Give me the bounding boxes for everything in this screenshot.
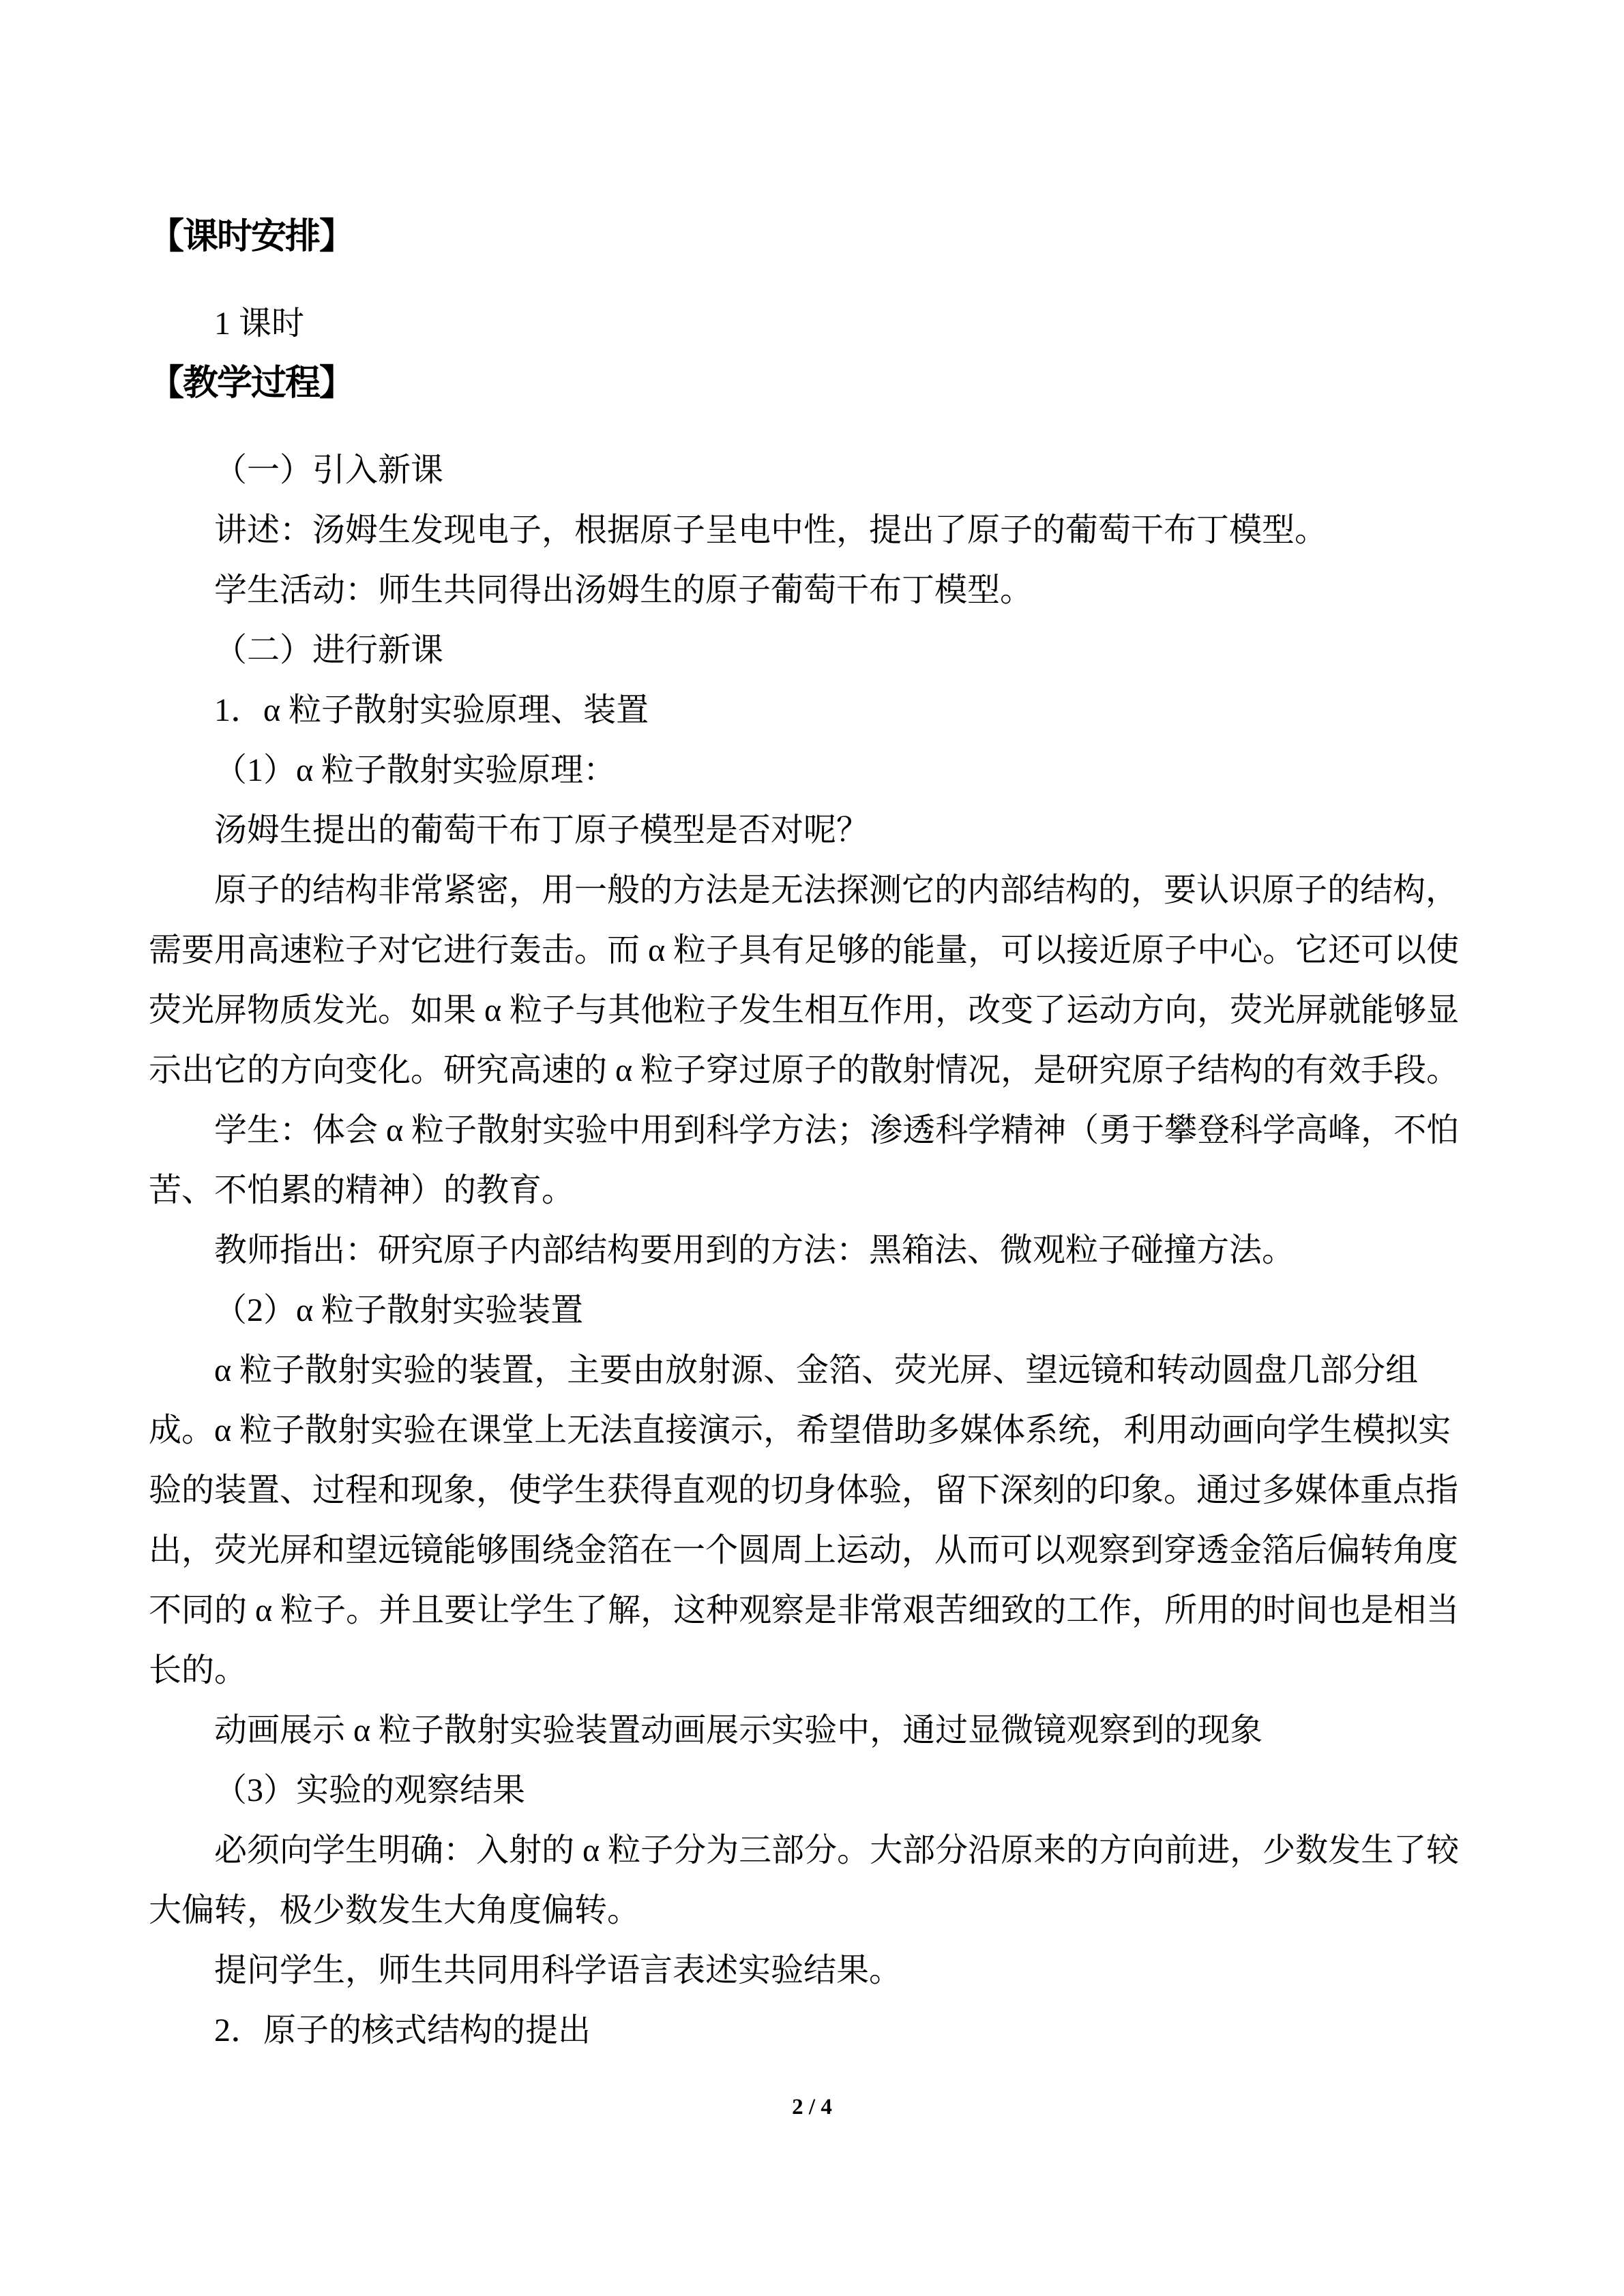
text-line: （3）实验的观察结果 xyxy=(214,1772,526,1808)
text-line: 示出它的方向变化。研究高速的 α 粒子穿过原子的散射情况，是研究原子结构的有效手段。 xyxy=(149,1052,1460,1088)
page-number: 2 / 4 xyxy=(792,2095,832,2119)
text-line: 提问学生，师生共同用科学语言表述实验结果。 xyxy=(214,1952,902,1988)
text-line: 荧光屏物质发光。如果 α 粒子与其他粒子发生相互作用，改变了运动方向，荧光屏就能够显 xyxy=(149,992,1460,1028)
text-line: 不同的 α 粒子。并且要让学生了解，这种观察是非常艰苦细致的工作，所用的时间也是相当 xyxy=(149,1592,1460,1628)
text-line: 汤姆生提出的葡萄干布丁原子模型是否对呢？ xyxy=(214,812,870,848)
text-line: 学生活动：师生共同得出汤姆生的原子葡萄干布丁模型。 xyxy=(214,572,1033,608)
text-line: 验的装置、过程和现象，使学生获得直观的切身体验，留下深刻的印象。通过多媒体重点指 xyxy=(149,1472,1459,1508)
text-line: 需要用高速粒子对它进行轰击。而 α 粒子具有足够的能量，可以接近原子中心。它还可以使 xyxy=(149,932,1460,968)
text-line: 出，荧光屏和望远镜能够围绕金箔在一个圆周上运动，从而可以观察到穿透金箔后偏转角度 xyxy=(149,1532,1459,1568)
text-line: 2．原子的核式结构的提出 xyxy=(214,2012,591,2048)
section-heading: 【教学过程】 xyxy=(149,364,354,403)
text-line: 1 课时 xyxy=(214,305,305,342)
text-line: 大偏转，极少数发生大角度偏转。 xyxy=(149,1892,640,1928)
document-body xyxy=(149,207,1460,2061)
text-line: （2）α 粒子散射实验装置 xyxy=(214,1292,584,1328)
text-line: 长的。 xyxy=(149,1652,248,1688)
text-line: （1）α 粒子散射实验原理： xyxy=(214,752,617,788)
text-line: 苦、不怕累的精神）的教育。 xyxy=(149,1172,575,1208)
text-line: 教师指出：研究原子内部结构要用到的方法：黑箱法、微观粒子碰撞方法。 xyxy=(214,1232,1295,1268)
text-line: α 粒子散射实验的装置，主要由放射源、金箔、荧光屏、望远镜和转动圆盘几部分组 xyxy=(214,1352,1419,1388)
text-line: （一）引入新课 xyxy=(214,452,444,488)
text-line: 必须向学生明确：入射的 α 粒子分为三部分。大部分沿原来的方向前进，少数发生了较 xyxy=(214,1832,1460,1868)
text-line: 讲述：汤姆生发现电子，根据原子呈电中性，提出了原子的葡萄干布丁模型。 xyxy=(214,512,1328,548)
text-line: （二）进行新课 xyxy=(214,632,444,668)
text-line: 动画展示 α 粒子散射实验装置动画展示实验中，通过显微镜观察到的现象 xyxy=(214,1712,1263,1748)
section-heading: 【课时安排】 xyxy=(149,218,354,256)
text-line: 学生：体会 α 粒子散射实验中用到科学方法；渗透科学精神（勇于攀登科学高峰，不怕 xyxy=(214,1112,1460,1148)
text-line: 原子的结构非常紧密，用一般的方法是无法探测它的内部结构的，要认识原子的结构， xyxy=(214,872,1459,908)
text-line: 成。α 粒子散射实验在课堂上无法直接演示，希望借助多媒体系统，利用动画向学生模拟实 xyxy=(149,1412,1451,1448)
text-line: 1．α 粒子散射实验原理、装置 xyxy=(214,692,649,728)
